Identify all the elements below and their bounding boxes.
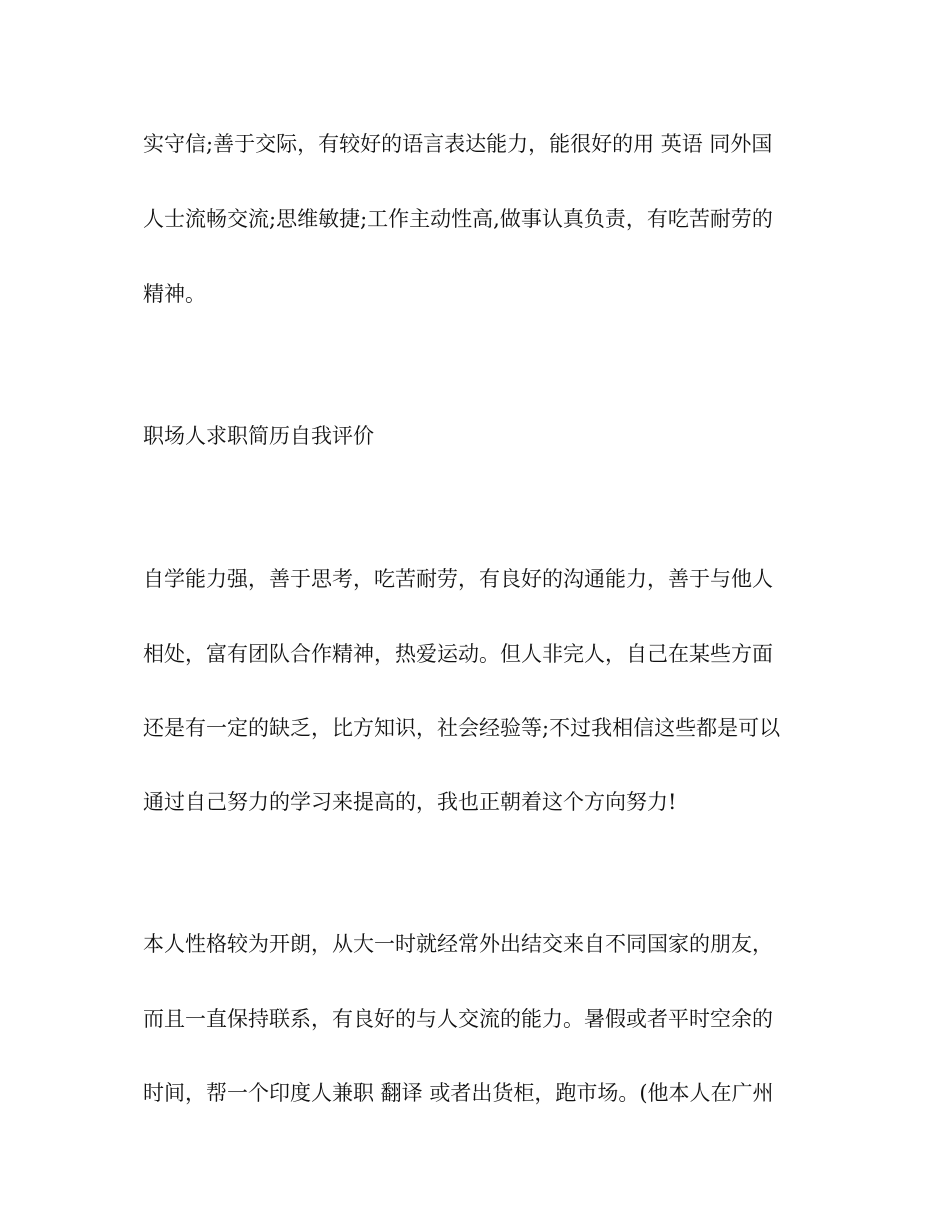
paragraph-line: 相处，富有团队合作精神，热爱运动。但人非完人，自己在某些方面	[143, 642, 773, 666]
paragraph-line: 精神。	[143, 282, 206, 306]
paragraph-line: 还是有一定的缺乏，比方知识，社会经验等;不过我相信这些都是可以	[143, 716, 781, 740]
paragraph-line: 自学能力强，善于思考，吃苦耐劳，有良好的沟通能力，善于与他人	[143, 567, 773, 591]
paragraph-line: 通过自己努力的学习来提高的，我也正朝着这个方向努力!	[143, 790, 677, 814]
paragraph-line: 实守信;善于交际，有较好的语言表达能力，能很好的用 英语 同外国	[143, 132, 773, 156]
paragraph-line: 本人性格较为开朗，从大一时就经常外出结交来自不同国家的朋友，	[143, 932, 773, 956]
paragraph-line: 时间，帮一个印度人兼职 翻译 或者出货柜，跑市场。(他本人在广州	[143, 1081, 774, 1105]
section-heading: 职场人求职简历自我评价	[143, 424, 374, 448]
paragraph-line: 而且一直保持联系，有良好的与人交流的能力。暑假或者平时空余的	[143, 1007, 773, 1031]
paragraph-line: 人士流畅交流;思维敏捷;工作主动性高,做事认真负责，有吃苦耐劳的	[143, 207, 773, 231]
